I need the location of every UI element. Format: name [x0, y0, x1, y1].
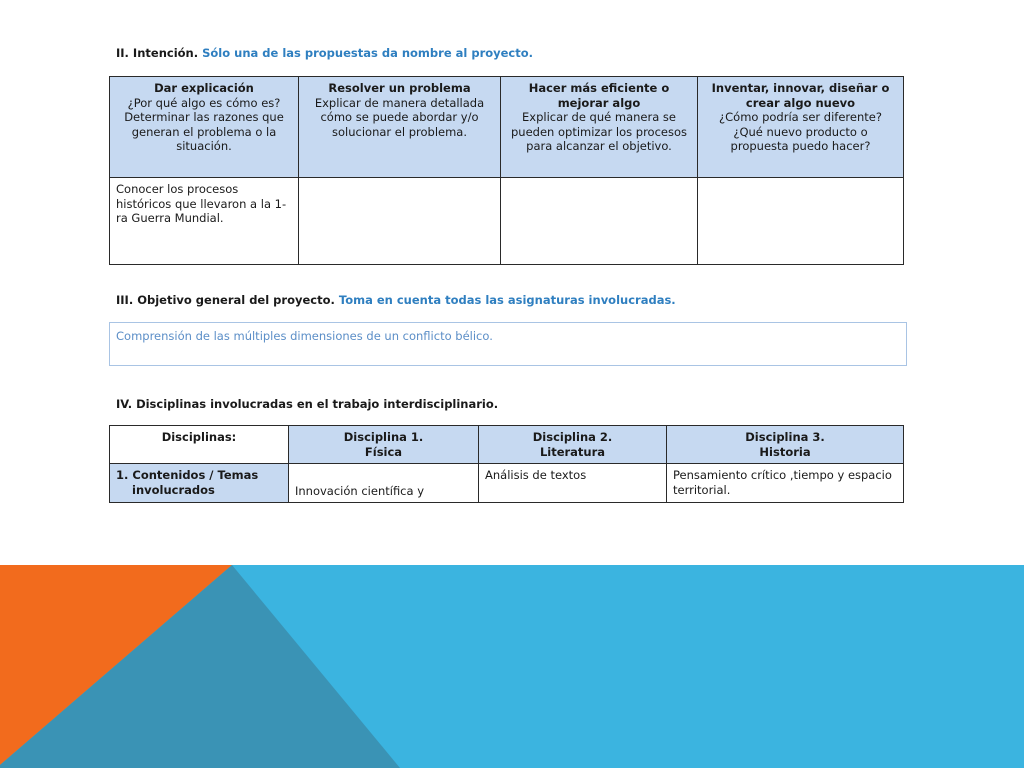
contents-label-line1: 1. Contenidos / Temas: [116, 468, 259, 482]
col-efficient-desc: Explicar de qué manera se pueden optimizar los procesos para alcanzar el objetivo.: [511, 110, 687, 153]
disciplines-content-row: [110, 464, 904, 503]
disciplines-label: Disciplinas:: [110, 426, 289, 464]
section-3-heading: [116, 293, 676, 307]
col-innovate-title: Inventar, innovar, diseñar o crear algo nuevo: [711, 81, 890, 110]
section-2-heading: [116, 46, 533, 60]
discipline-1-header: [289, 426, 479, 464]
discipline-1-name: Física: [364, 444, 403, 459]
intention-header-row: [110, 77, 904, 178]
intention-cell-4[interactable]: [698, 178, 904, 265]
discipline-3-number: Disciplina 3.: [745, 430, 825, 444]
col-solve-title: Resolver un problema: [328, 81, 471, 95]
col-innovate-desc: ¿Cómo podría ser diferente? ¿Qué nuevo producto o propuesta puedo hacer?: [719, 110, 882, 153]
discipline-2-name: Literatura: [539, 444, 606, 459]
discipline-3-name: Historia: [759, 444, 811, 459]
col-efficient-title: Hacer más eficiente o mejorar algo: [528, 81, 670, 110]
disciplines-header-row: [110, 426, 904, 464]
decorative-footer: [0, 565, 1024, 768]
intention-cell-3[interactable]: [501, 178, 698, 265]
col-explain: [110, 77, 299, 178]
section-4-title: IV. Disciplinas involucradas en el trabajo interdisciplinario.: [116, 397, 499, 411]
intention-content-row: [110, 178, 904, 265]
intention-table: [109, 76, 904, 265]
discipline-1-content[interactable]: Innovación científica y: [289, 464, 479, 503]
col-solve-desc: Explicar de manera detallada cómo se puede abordar y/o solucionar el problema.: [314, 95, 485, 139]
intention-cell-2[interactable]: [299, 178, 501, 265]
section-2-title: II. Intención.: [116, 46, 199, 60]
discipline-2-content[interactable]: Análisis de textos: [479, 464, 667, 503]
section-4-heading: [116, 397, 498, 411]
col-efficient: [501, 77, 698, 178]
col-innovate: [698, 77, 904, 178]
discipline-1-number: Disciplina 1.: [343, 430, 424, 444]
section-2-subtitle: Sólo una de las propuestas da nombre al proyecto: [202, 46, 529, 60]
discipline-3-content[interactable]: Pensamiento crítico ,tiempo y espacio territorial.: [667, 464, 904, 503]
section-3-title: III. Objetivo general del proyecto.: [116, 293, 335, 307]
objective-box[interactable]: Comprensión de las múltiples dimensiones de un conflicto bélico.: [109, 322, 907, 366]
section-3-subtitle: Toma en cuenta todas las asignaturas involucradas.: [338, 293, 676, 307]
section-2-period: .: [528, 46, 534, 60]
col-explain-desc: ¿Por qué algo es cómo es? Determinar las razones que generan el problema o la situación.: [124, 95, 284, 153]
col-explain-title: Dar explicación: [154, 81, 254, 95]
discipline-2-header: [479, 426, 667, 464]
contents-label: [110, 464, 289, 503]
contents-label-line2: involucrados: [132, 482, 215, 497]
discipline-2-number: Disciplina 2.: [532, 430, 613, 444]
col-solve: [299, 77, 501, 178]
discipline-3-header: [667, 426, 904, 464]
intention-cell-1[interactable]: Conocer los procesos históricos que llevaron a la 1-ra Guerra Mundial.: [110, 178, 299, 265]
disciplines-table: [109, 425, 904, 503]
